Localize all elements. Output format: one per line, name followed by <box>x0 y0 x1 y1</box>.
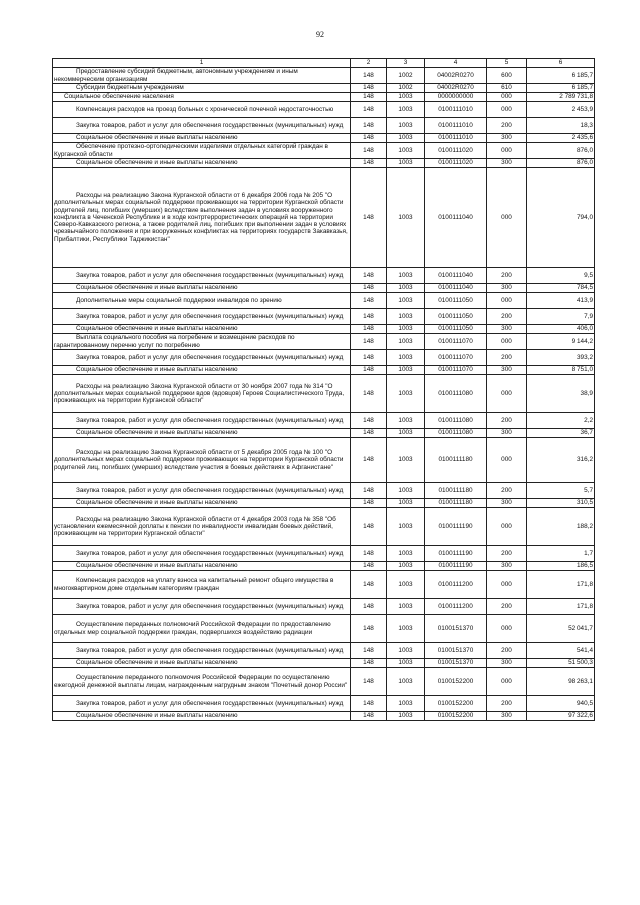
cell-expense-type: 000 <box>487 438 527 483</box>
table-row <box>53 350 595 366</box>
cell-expense-type: 300 <box>487 499 527 508</box>
cell-article-code: 0100151370 <box>425 643 487 659</box>
cell-amount: 186,5 <box>527 562 595 571</box>
cell-expense-type: 000 <box>487 508 527 546</box>
cell-section-code: 1003 <box>387 562 425 571</box>
cell-amount: 171,8 <box>527 599 595 615</box>
cell-amount: 876,0 <box>527 143 595 159</box>
cell-description: Закупка товаров, работ и услуг для обеспечения государственных (муниципальных) нужд <box>53 118 351 134</box>
cell-expense-type: 300 <box>487 284 527 293</box>
cell-article-code: 0100111080 <box>425 375 487 413</box>
cell-admin-code: 148 <box>351 546 387 562</box>
cell-article-code: 0100111050 <box>425 293 487 309</box>
cell-amount: 8 751,0 <box>527 366 595 375</box>
cell-article-code: 0100111040 <box>425 168 487 268</box>
cell-section-code: 1002 <box>387 84 425 93</box>
cell-section-code: 1003 <box>387 615 425 643</box>
cell-admin-code: 148 <box>351 429 387 438</box>
cell-admin-code: 148 <box>351 118 387 134</box>
cell-admin-code: 148 <box>351 668 387 696</box>
cell-admin-code: 148 <box>351 562 387 571</box>
cell-section-code: 1003 <box>387 375 425 413</box>
cell-admin-code: 148 <box>351 309 387 325</box>
table-row <box>53 102 595 118</box>
cell-admin-code: 148 <box>351 375 387 413</box>
cell-expense-type: 000 <box>487 375 527 413</box>
cell-admin-code: 148 <box>351 438 387 483</box>
cell-article-code: 0100111190 <box>425 508 487 546</box>
cell-description: Выплата социального пособия на погребение и возмещение расходов по гарантированному перечню услуг по погребению <box>53 334 351 350</box>
cell-amount: 38,9 <box>527 375 595 413</box>
cell-amount: 6 185,7 <box>527 68 595 84</box>
page-number: 92 <box>316 30 324 39</box>
table-row <box>53 309 595 325</box>
cell-admin-code: 148 <box>351 293 387 309</box>
cell-amount: 188,2 <box>527 508 595 546</box>
cell-description: Социальное обеспечение и иные выплаты населению <box>53 159 351 168</box>
cell-section-code: 1003 <box>387 429 425 438</box>
cell-article-code: 0100111070 <box>425 350 487 366</box>
cell-expense-type: 300 <box>487 366 527 375</box>
cell-expense-type: 300 <box>487 659 527 668</box>
cell-section-code: 1003 <box>387 334 425 350</box>
cell-amount: 794,0 <box>527 168 595 268</box>
table-row <box>53 366 595 375</box>
cell-article-code: 0100152200 <box>425 712 487 721</box>
cell-expense-type: 610 <box>487 84 527 93</box>
cell-section-code: 1003 <box>387 546 425 562</box>
cell-admin-code: 148 <box>351 284 387 293</box>
cell-admin-code: 148 <box>351 696 387 712</box>
table-row <box>53 168 595 268</box>
cell-expense-type: 300 <box>487 325 527 334</box>
cell-description: Осуществление переданного полномочия Российской Федерации по осуществлению ежегодной денежной выплаты лицам, награжденным нагрудным знаком "Почетный донор России" <box>53 668 351 696</box>
cell-description: Компенсация расходов на проезд больных с хронической почечной недостаточностью <box>53 102 351 118</box>
table-row <box>53 668 595 696</box>
table-row <box>53 325 595 334</box>
cell-description: Дополнительные меры социальной поддержки инвалидов по зрению <box>53 293 351 309</box>
cell-amount: 97 322,6 <box>527 712 595 721</box>
cell-article-code: 0100111200 <box>425 571 487 599</box>
cell-section-code: 1003 <box>387 159 425 168</box>
cell-article-code: 0100111010 <box>425 134 487 143</box>
table-row <box>53 562 595 571</box>
cell-description: Социальное обеспечение и иные выплаты населению <box>53 499 351 508</box>
cell-amount: 9 144,2 <box>527 334 595 350</box>
cell-amount: 5,7 <box>527 483 595 499</box>
cell-article-code: 0100111180 <box>425 499 487 508</box>
cell-amount: 36,7 <box>527 429 595 438</box>
cell-section-code: 1003 <box>387 499 425 508</box>
table-row <box>53 429 595 438</box>
cell-amount: 7,9 <box>527 309 595 325</box>
cell-section-code: 1003 <box>387 102 425 118</box>
cell-amount: 876,0 <box>527 159 595 168</box>
cell-admin-code: 148 <box>351 571 387 599</box>
cell-expense-type: 000 <box>487 93 527 102</box>
cell-expense-type: 000 <box>487 143 527 159</box>
cell-section-code: 1003 <box>387 143 425 159</box>
table-row <box>53 413 595 429</box>
cell-amount: 541,4 <box>527 643 595 659</box>
cell-expense-type: 000 <box>487 668 527 696</box>
table-row <box>53 508 595 546</box>
cell-section-code: 1003 <box>387 571 425 599</box>
cell-amount: 18,3 <box>527 118 595 134</box>
budget-table <box>52 58 595 721</box>
cell-article-code: 0100152200 <box>425 668 487 696</box>
cell-section-code: 1003 <box>387 134 425 143</box>
cell-description: Закупка товаров, работ и услуг для обеспечения государственных (муниципальных) нужд <box>53 599 351 615</box>
cell-section-code: 1002 <box>387 68 425 84</box>
cell-expense-type: 000 <box>487 615 527 643</box>
header-col-2: 2 <box>351 59 387 68</box>
cell-amount: 98 263,1 <box>527 668 595 696</box>
cell-article-code: 0100111020 <box>425 143 487 159</box>
cell-admin-code: 148 <box>351 93 387 102</box>
cell-admin-code: 148 <box>351 483 387 499</box>
cell-description: Расходы на реализацию Закона Курганской области от 6 декабря 2006 года № 205 "О дополнительных мерах социальной поддержки проживающих на территории Курганской области родителей лиц, погибших (умерших) вследствие выполнения задач в условиях вооруженного конфликта в Чеченской Республике и в ходе контртеррористических операций на территории Северо-Кавказского региона, а также родителей лиц, погибших при выполнении задач в условиях чрезвычайного положения и при вооруженных конфликтах на территориях государств Закавказья, Прибалтики, Республики Таджикистан" <box>53 168 351 268</box>
table-row <box>53 483 595 499</box>
table-row <box>53 375 595 413</box>
cell-description: Осуществление переданных полномочий Российской Федерации по предоставлению отдельных мер социальной поддержки граждан, подвергшихся воздействию радиации <box>53 615 351 643</box>
table-row <box>53 293 595 309</box>
table-header-row <box>53 59 595 68</box>
cell-expense-type: 200 <box>487 643 527 659</box>
cell-admin-code: 148 <box>351 659 387 668</box>
cell-section-code: 1003 <box>387 599 425 615</box>
cell-admin-code: 148 <box>351 643 387 659</box>
cell-admin-code: 148 <box>351 334 387 350</box>
cell-amount: 6 185,7 <box>527 84 595 93</box>
cell-description: Закупка товаров, работ и услуг для обеспечения государственных (муниципальных) нужд <box>53 546 351 562</box>
cell-section-code: 1003 <box>387 118 425 134</box>
cell-article-code: 0100111180 <box>425 483 487 499</box>
cell-description: Закупка товаров, работ и услуг для обеспечения государственных (муниципальных) нужд <box>53 268 351 284</box>
cell-admin-code: 148 <box>351 599 387 615</box>
cell-expense-type: 000 <box>487 168 527 268</box>
cell-expense-type: 200 <box>487 599 527 615</box>
table-row <box>53 334 595 350</box>
table-row <box>53 696 595 712</box>
cell-description: Закупка товаров, работ и услуг для обеспечения государственных (муниципальных) нужд <box>53 696 351 712</box>
cell-admin-code: 148 <box>351 350 387 366</box>
cell-description: Обеспечение протезно-ортопедическими изделиями отдельных категорий граждан в Курганской области <box>53 143 351 159</box>
cell-amount: 2 789 731,8 <box>527 93 595 102</box>
cell-description: Закупка товаров, работ и услуг для обеспечения государственных (муниципальных) нужд <box>53 413 351 429</box>
cell-expense-type: 300 <box>487 712 527 721</box>
cell-amount: 940,5 <box>527 696 595 712</box>
cell-admin-code: 148 <box>351 508 387 546</box>
cell-amount: 171,8 <box>527 571 595 599</box>
cell-amount: 51 500,3 <box>527 659 595 668</box>
cell-section-code: 1003 <box>387 325 425 334</box>
cell-description: Субсидии бюджетным учреждениям <box>53 84 351 93</box>
cell-description: Расходы на реализацию Закона Курганской области от 30 ноября 2007 года № 314 "О дополнительных мерах социальной поддержки вдов (вдовцов) Героев Социалистического Труда, проживающих на территории Курганской области" <box>53 375 351 413</box>
table-row <box>53 499 595 508</box>
cell-admin-code: 148 <box>351 102 387 118</box>
cell-section-code: 1003 <box>387 438 425 483</box>
cell-section-code: 1003 <box>387 696 425 712</box>
cell-section-code: 1003 <box>387 284 425 293</box>
cell-amount: 784,5 <box>527 284 595 293</box>
cell-article-code: 0100111070 <box>425 334 487 350</box>
cell-article-code: 0100111070 <box>425 366 487 375</box>
table-row <box>53 68 595 84</box>
cell-description: Компенсация расходов на уплату взноса на капитальный ремонт общего имущества в многоквартирном доме отдельным категориям граждан <box>53 571 351 599</box>
table-row <box>53 118 595 134</box>
header-col-5: 5 <box>487 59 527 68</box>
cell-description: Социальное обеспечение и иные выплаты населению <box>53 429 351 438</box>
cell-section-code: 1003 <box>387 268 425 284</box>
cell-article-code: 0100111190 <box>425 562 487 571</box>
cell-section-code: 1003 <box>387 712 425 721</box>
cell-expense-type: 200 <box>487 413 527 429</box>
cell-section-code: 1003 <box>387 350 425 366</box>
table-row <box>53 571 595 599</box>
cell-article-code: 0100111010 <box>425 102 487 118</box>
cell-description: Расходы на реализацию Закона Курганской области от 5 декабря 2005 года № 100 "О дополнительных мерах социальной поддержки проживающих на территории Курганской области родителей лиц, погибших (умерших) вследствие участия в боевых действиях в Афганистане" <box>53 438 351 483</box>
table-row <box>53 143 595 159</box>
cell-admin-code: 148 <box>351 168 387 268</box>
cell-expense-type: 000 <box>487 293 527 309</box>
cell-description: Закупка товаров, работ и услуг для обеспечения государственных (муниципальных) нужд <box>53 643 351 659</box>
cell-amount: 406,0 <box>527 325 595 334</box>
cell-admin-code: 148 <box>351 499 387 508</box>
cell-amount: 2 453,9 <box>527 102 595 118</box>
cell-description: Социальное обеспечение и иные выплаты населению <box>53 712 351 721</box>
cell-admin-code: 148 <box>351 615 387 643</box>
cell-expense-type: 300 <box>487 562 527 571</box>
cell-article-code: 0100111050 <box>425 309 487 325</box>
cell-amount: 52 041,7 <box>527 615 595 643</box>
cell-expense-type: 200 <box>487 350 527 366</box>
cell-description: Социальное обеспечение и иные выплаты населению <box>53 284 351 293</box>
cell-article-code: 0100111080 <box>425 429 487 438</box>
cell-section-code: 1003 <box>387 293 425 309</box>
cell-section-code: 1003 <box>387 366 425 375</box>
cell-admin-code: 148 <box>351 413 387 429</box>
cell-expense-type: 000 <box>487 334 527 350</box>
header-col-1: 1 <box>53 59 351 68</box>
cell-description: Закупка товаров, работ и услуг для обеспечения государственных (муниципальных) нужд <box>53 309 351 325</box>
cell-expense-type: 000 <box>487 102 527 118</box>
table-row <box>53 438 595 483</box>
cell-expense-type: 200 <box>487 309 527 325</box>
cell-article-code: 04002R0270 <box>425 84 487 93</box>
table-row <box>53 84 595 93</box>
cell-description: Социальное обеспечение и иные выплаты населению <box>53 325 351 334</box>
cell-admin-code: 148 <box>351 134 387 143</box>
cell-section-code: 1003 <box>387 93 425 102</box>
cell-description: Социальное обеспечение и иные выплаты населению <box>53 659 351 668</box>
cell-expense-type: 300 <box>487 159 527 168</box>
table-row <box>53 712 595 721</box>
table-row <box>53 134 595 143</box>
cell-expense-type: 600 <box>487 68 527 84</box>
cell-expense-type: 200 <box>487 696 527 712</box>
cell-section-code: 1003 <box>387 309 425 325</box>
cell-admin-code: 148 <box>351 84 387 93</box>
cell-article-code: 0100111180 <box>425 438 487 483</box>
cell-article-code: 0100151370 <box>425 615 487 643</box>
cell-section-code: 1003 <box>387 508 425 546</box>
cell-admin-code: 148 <box>351 325 387 334</box>
table-row <box>53 659 595 668</box>
cell-expense-type: 200 <box>487 546 527 562</box>
cell-section-code: 1003 <box>387 483 425 499</box>
cell-amount: 9,5 <box>527 268 595 284</box>
cell-description: Социальное обеспечение и иные выплаты населению <box>53 562 351 571</box>
cell-expense-type: 200 <box>487 483 527 499</box>
cell-description: Социальное обеспечение и иные выплаты населению <box>53 366 351 375</box>
cell-article-code: 0100111040 <box>425 268 487 284</box>
cell-expense-type: 200 <box>487 268 527 284</box>
cell-article-code: 04002R0270 <box>425 68 487 84</box>
table-body <box>53 68 595 721</box>
table-row <box>53 615 595 643</box>
cell-article-code: 0100111190 <box>425 546 487 562</box>
cell-description: Предоставление субсидий бюджетным, автономным учреждениям и иным некоммерческим организациям <box>53 68 351 84</box>
cell-amount: 1,7 <box>527 546 595 562</box>
cell-admin-code: 148 <box>351 68 387 84</box>
cell-description: Социальное обеспечение и иные выплаты населению <box>53 134 351 143</box>
cell-description: Расходы на реализацию Закона Курганской области от 4 декабря 2003 года № 358 "Об установлении ежемесячной доплаты к пенсии по инвалидности инвалидам боевых действий, проживающим на территории Курганской области" <box>53 508 351 546</box>
cell-article-code: 0100152200 <box>425 696 487 712</box>
cell-article-code: 0100111200 <box>425 599 487 615</box>
cell-article-code: 0100151370 <box>425 659 487 668</box>
cell-article-code: 0100111040 <box>425 284 487 293</box>
cell-description: Социальное обеспечение населения <box>53 93 351 102</box>
cell-section-code: 1003 <box>387 643 425 659</box>
table-row <box>53 93 595 102</box>
cell-amount: 316,2 <box>527 438 595 483</box>
table-row <box>53 284 595 293</box>
header-col-6: 6 <box>527 59 595 68</box>
cell-admin-code: 148 <box>351 143 387 159</box>
cell-amount: 393,2 <box>527 350 595 366</box>
cell-expense-type: 300 <box>487 429 527 438</box>
cell-section-code: 1003 <box>387 668 425 696</box>
table-row <box>53 268 595 284</box>
table-row <box>53 159 595 168</box>
cell-amount: 2 435,6 <box>527 134 595 143</box>
cell-admin-code: 148 <box>351 366 387 375</box>
cell-expense-type: 200 <box>487 118 527 134</box>
header-col-3: 3 <box>387 59 425 68</box>
table-row <box>53 599 595 615</box>
cell-article-code: 0100111010 <box>425 118 487 134</box>
cell-article-code: 0100111050 <box>425 325 487 334</box>
header-col-4: 4 <box>425 59 487 68</box>
cell-admin-code: 148 <box>351 159 387 168</box>
cell-section-code: 1003 <box>387 413 425 429</box>
cell-admin-code: 148 <box>351 712 387 721</box>
table-row <box>53 546 595 562</box>
cell-expense-type: 000 <box>487 571 527 599</box>
cell-description: Закупка товаров, работ и услуг для обеспечения государственных (муниципальных) нужд <box>53 350 351 366</box>
cell-article-code: 0100111020 <box>425 159 487 168</box>
table-row <box>53 643 595 659</box>
cell-article-code: 0000000000 <box>425 93 487 102</box>
cell-article-code: 0100111080 <box>425 413 487 429</box>
cell-admin-code: 148 <box>351 268 387 284</box>
cell-amount: 310,5 <box>527 499 595 508</box>
cell-description: Закупка товаров, работ и услуг для обеспечения государственных (муниципальных) нужд <box>53 483 351 499</box>
cell-section-code: 1003 <box>387 659 425 668</box>
cell-amount: 413,9 <box>527 293 595 309</box>
cell-amount: 2,2 <box>527 413 595 429</box>
cell-section-code: 1003 <box>387 168 425 268</box>
cell-expense-type: 300 <box>487 134 527 143</box>
